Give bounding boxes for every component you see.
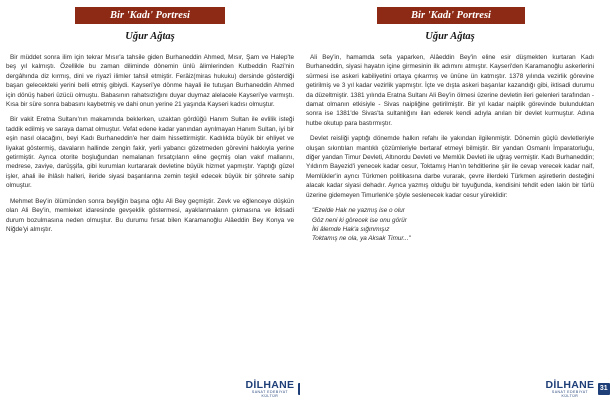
- poem-line: İki âlemde Hak'a sığınmışız: [312, 225, 390, 233]
- poem-line: "Ezelde Hak ne yazmış ise o olur: [312, 207, 405, 215]
- logo-tagline: SANAT EDEBİYAT KÜLTÜR: [551, 390, 588, 398]
- paragraph: Devlet reisliği yaptığı dönemde halkın refahı ile yakından ilgilenmiştir. Dönemin güçlü devletleriyle oluşan sıkıntıları mantıklı çözümleriyle bertaraf etmeyi bilmiştir. Bir yandan Osmanlı İmparatorluğu, diğer yandan Timur Devleti, Altınordu Devleti ve Memlûk Devleti ile uğraş vermiştir. Kadı Burhaneddin; Yıldırım Bayezid'i yenecek kadar cesur, Toktamış Han'ın tehditlerine şiir ile cevap verecek kadar naif, Memlükler'in ayrıcı Türkmen politikasına darbe vurarak, çevre illerdeki Türkmen aşiretlerin desteğini alacak kadar siyasi dehadır. Ayrıca yazmış olduğu bir tuyuğunda, kendisini tehdit eden lakin bir türlü üzerine gidemeyen Timurlenk'e şöyle seslenecek kadar cesur yüreklidir:: [306, 135, 594, 199]
- poem-quote: [306, 206, 594, 244]
- poem-line: Toktamış ne ola, ya Aksak Timur...": [312, 235, 411, 243]
- author-name: Uğur Ağtaş: [125, 31, 175, 42]
- section-banner: Bir 'Kadı' Portresi: [377, 7, 525, 24]
- logo-tagline: SANAT EDEBİYAT KÜLTÜR: [251, 390, 288, 398]
- paragraph: Ali Bey'in, hamamda sefa yaparken, Alâeddin Bey'in eline esir düşmekten kurtaran Kadı Burhaneddin, siyasi hayatın içine girmesinin ilk adımını atmıştır. Kayseri'den Karamanoğlu askerlerini sürmesi ise askeri kabiliyetini ortaya çıkarmış ve ününe ün katmıştır. 1378 yılında vezirlik görevine getirilmiş ve 3 yıl kadar vezirlik yapmıştır. İçte ve dışta askeri başarılar kazandığı gibi, iktisadi durumu da düzeltmiştir. 1381 yılında Eratna Sultanı Ali Bey'in ölmesi üzerine devletin ileri gelenleri tarafından - damat olmanın etkisiyle - Sivas naipliğine getirilmiştir. Bir yıl kadar naiplik görevinde bulunduktan sonra ise 1381'de Sivas'ta sultanlığını ilan ederek kendi adıyla anılan bir devlet kurmuştur. Adına hutbe okutup para bastırmıştır.: [306, 54, 594, 127]
- article-body: [306, 53, 594, 244]
- magazine-logo: [545, 381, 610, 397]
- paragraph: Mehmet Bey'in ölümünden sonra beyliğin başına oğlu Ali Bey geçmiştir. Zevk ve eğlenceye düşkün olan Ali Bey'in, memleket idaresinde gevşeklik göstermesi, ayaklanmaların çıkmasına ve iktisadi durum bozulmasına neden olmuştur. Bu durumu fırsat bilen Karamanoğlu Alâeddin Bey Konya ve Niğde'yi almıştır.: [6, 197, 294, 233]
- poem-line: Göz neni ki görecek ise onu görür: [312, 216, 407, 224]
- author-name: Uğur Ağtaş: [425, 31, 475, 42]
- section-banner: Bir 'Kadı' Portresi: [75, 7, 225, 24]
- right-page: [300, 0, 608, 400]
- logo-wordmark: DİLHANE: [245, 379, 295, 391]
- logo-wordmark: DİLHANE: [545, 379, 595, 391]
- page-number: 31: [598, 383, 610, 395]
- left-page: [0, 0, 300, 400]
- paragraph: Bir vakit Eretna Sultanı'nın makamında beklerken, uzaktan gördüğü Hanım Sultan ile evlilik isteği taddik edilmiş ve saraya damat olmuştur. Vefat edene kadar yanından ayrılmayan Hanım Sultan, iyi bir eşin nasıl olacağını, beyi Kadı Burhaneddin'e her daim hissettirmiştir. Kadılıkta büyük bir ehliyet ve liyakat göstermiş, davaların hallinde zengin fakir, yerli yabancı gözetmeden görevini hakkıyla yerine getirmiştir. Ayrıca otorite boşluğundan nemalanan fırsatçıların eline geçmiş olan vakıf mallarını, medrese, zaviye, darüşşifa, gibi kurumları kurtararak devletine büyük hizmet yapmıştır. Yaptığı güzel işler, ahali ile ihlâslı halleri, ileride siyasi başarılarına zemin teşkil edecek büyük bir şöhrete sahip olmuştur.: [6, 116, 294, 190]
- article-body: [6, 53, 294, 240]
- paragraph: Bir müddet sonra ilim için tekrar Mısır'a tahsile giden Burhaneddin Ahmed, Mısır, Şam ve Halep'te beş yıl kalmıştı. Özellikle bu zaman diliminde dönemin ünlü âlimlerinden Kutbeddin Razi'nin dergâhında diz kırmış, dini ve riyazî ilimler tahsil etmiştir. Ferâiz(miras hukuku) dersinde gösterdiği başarı gelecekteki yerini belli etmiş gibiydi. Kayseri'ye dönme hayali ile tutuşan Burhaneddin Ahmed için dönüş haberi üzücü olmuştu. Babasının rahatsızlığını duyar duymaz alelacele Kayseri'ye varmıştı. Kısa bir süre sonra babasını kaybetmiş ve dahi onun yerine 21 yaşında Kayseri kadısı olmuştur.: [6, 54, 294, 109]
